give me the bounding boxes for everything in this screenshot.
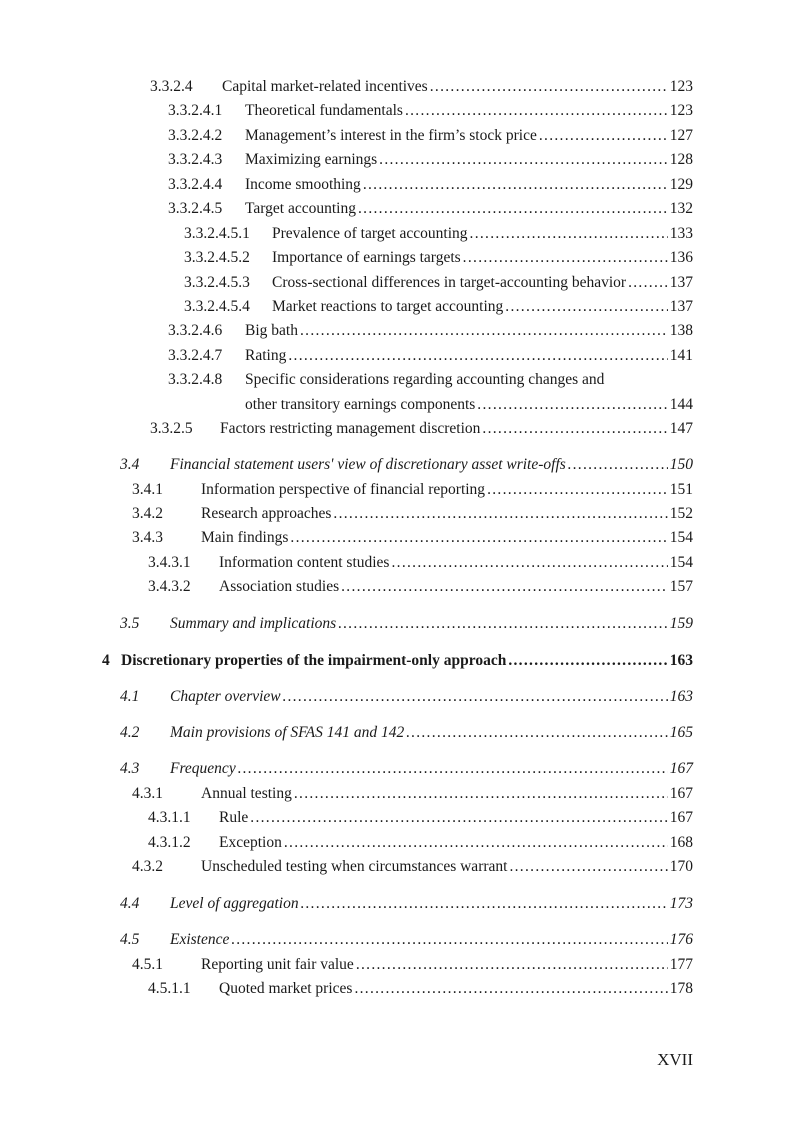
- toc-entry-page: 154: [669, 554, 693, 571]
- toc-entry-page: 133: [669, 225, 693, 242]
- toc-entry-title: Existence: [170, 931, 230, 948]
- dot-leader: [508, 652, 667, 670]
- toc-entry[interactable]: [170, 456, 693, 474]
- toc-entry-title: Reporting unit fair value: [201, 956, 354, 973]
- toc-entry-number: 4.2: [120, 724, 140, 741]
- toc-entry-number: 3.3.2.4.5.3: [184, 274, 250, 291]
- toc-entry-page: 177: [669, 956, 693, 973]
- dot-leader: [283, 688, 668, 706]
- toc-entry-title: Rating: [245, 347, 287, 364]
- toc-entry-title: Level of aggregation: [170, 895, 299, 912]
- toc-entry-title: Association studies: [219, 578, 340, 595]
- toc-entry-page: 178: [669, 980, 693, 997]
- toc-entry-page: 138: [669, 322, 693, 339]
- toc-entry-number: 3.3.2.4.5.2: [184, 249, 250, 266]
- dot-leader: [470, 225, 668, 243]
- toc-entry-number: 3.3.2.4.5.4: [184, 298, 250, 315]
- toc-entry-title: Cross-sectional differences in target-accounting behavior: [272, 274, 627, 291]
- toc-entry-number: 3.4.1: [132, 481, 163, 498]
- toc-entry-page: 165: [669, 724, 693, 741]
- dot-leader: [356, 956, 668, 974]
- toc-entry-number: 3.3.2.4.5.1: [184, 225, 250, 242]
- toc-entry-number: 4.3.1.1: [148, 809, 191, 826]
- dot-leader: [284, 834, 668, 852]
- toc-entry-page: 128: [669, 151, 693, 168]
- toc-entry-title: Big bath: [245, 322, 298, 339]
- toc-entry-page: 132: [669, 200, 693, 217]
- toc-entry-number: 4.5: [120, 931, 140, 948]
- toc-entry[interactable]: [272, 249, 693, 267]
- dot-leader: [250, 809, 667, 827]
- dot-leader: [477, 396, 667, 414]
- toc-entry-number: 4: [102, 652, 110, 669]
- toc-entry[interactable]: [245, 371, 693, 389]
- dot-leader: [405, 102, 668, 120]
- dot-leader: [430, 78, 668, 96]
- toc-entry[interactable]: [272, 225, 693, 243]
- toc-entry-title: other transitory earnings components: [245, 396, 476, 413]
- toc-entry-page: 137: [669, 274, 693, 291]
- toc-entry[interactable]: [219, 834, 693, 852]
- dot-leader: [358, 200, 668, 218]
- dot-leader: [539, 127, 668, 145]
- toc-entry[interactable]: [245, 396, 693, 414]
- toc-entry[interactable]: [201, 529, 693, 547]
- toc-entry[interactable]: [201, 956, 693, 974]
- toc-entry-page: 167: [669, 809, 693, 826]
- toc-entry-number: 3.3.2.4.5: [168, 200, 223, 217]
- toc-entry[interactable]: [219, 578, 693, 596]
- toc-entry-title: Specific considerations regarding accounting changes and: [245, 371, 605, 388]
- toc-entry-number: 4.3.1.2: [148, 834, 191, 851]
- page-number: XVII: [657, 1050, 693, 1069]
- toc-entry[interactable]: [245, 347, 693, 365]
- dot-leader: [379, 151, 668, 169]
- toc-entry[interactable]: [170, 931, 693, 949]
- toc-entry-number: 3.3.2.4.8: [168, 371, 223, 388]
- toc-entry-title: Market reactions to target accounting: [272, 298, 504, 315]
- toc-entry-number: 4.4: [120, 895, 140, 912]
- toc-entry[interactable]: [201, 481, 693, 499]
- toc-entry[interactable]: [219, 554, 693, 572]
- toc-entry-number: 3.3.2.4.2: [168, 127, 223, 144]
- toc-entry-page: 163: [669, 652, 693, 669]
- toc-entry-number: 3.3.2.4.7: [168, 347, 223, 364]
- toc-entry[interactable]: [272, 274, 693, 292]
- toc-entry-number: 4.5.1.1: [148, 980, 191, 997]
- toc-entry-page: 147: [669, 420, 693, 437]
- toc-entry-page: 127: [669, 127, 693, 144]
- toc-entry-page: 151: [669, 481, 693, 498]
- dot-leader: [568, 456, 668, 474]
- toc-entry[interactable]: [245, 102, 693, 120]
- toc-entry[interactable]: [219, 980, 693, 998]
- toc-entry-number: 3.4: [120, 456, 140, 473]
- toc-entry-title: Main provisions of SFAS 141 and 142: [170, 724, 405, 741]
- toc-entry-number: 3.3.2.4.6: [168, 322, 223, 339]
- toc-entry-title: Maximizing earnings: [245, 151, 378, 168]
- toc-entry[interactable]: [170, 724, 693, 742]
- toc-entry-page: 163: [669, 688, 693, 705]
- toc-entry-title: Summary and implications: [170, 615, 337, 632]
- toc-entry-title: Importance of earnings targets: [272, 249, 461, 266]
- toc-entry-title: Frequency: [170, 760, 236, 777]
- toc-entry-title: Factors restricting management discretion: [220, 420, 481, 437]
- toc-entry-number: 4.5.1: [132, 956, 163, 973]
- toc-entry-page: 173: [669, 895, 693, 912]
- toc-entry-title: Discretionary properties of the impairment-only approach: [121, 652, 507, 669]
- toc-entry-title: Exception: [219, 834, 282, 851]
- toc-entry-title: Target accounting: [245, 200, 356, 217]
- toc-entry[interactable]: [170, 895, 693, 913]
- toc-entry-page: 157: [669, 578, 693, 595]
- toc-entry-title: Unscheduled testing when circumstances warrant: [201, 858, 508, 875]
- toc-entry-page: 176: [669, 931, 693, 948]
- toc-entry-number: 3.3.2.4.3: [168, 151, 223, 168]
- toc-entry-page: 141: [669, 347, 693, 364]
- toc-entry-title: Quoted market prices: [219, 980, 353, 997]
- toc-entry-number: 3.4.3: [132, 529, 163, 546]
- toc-entry-title: Management’s interest in the firm’s stock price: [245, 127, 537, 144]
- toc-entry[interactable]: [272, 298, 693, 316]
- dot-leader: [391, 554, 667, 572]
- toc-entry-number: 3.4.3.2: [148, 578, 191, 595]
- dot-leader: [487, 481, 668, 499]
- dot-leader: [482, 420, 667, 438]
- toc-entry[interactable]: [222, 78, 693, 96]
- dot-leader: [363, 176, 668, 194]
- toc-entry-title: Prevalence of target accounting: [272, 225, 468, 242]
- toc-entry-page: 123: [669, 78, 693, 95]
- toc-entry-number: 4.1: [120, 688, 140, 705]
- toc-entry-number: 3.3.2.4.4: [168, 176, 223, 193]
- dot-leader: [333, 505, 667, 523]
- toc-entry-page: 129: [669, 176, 693, 193]
- dot-leader: [509, 858, 667, 876]
- toc-entry-page: 170: [669, 858, 693, 875]
- toc-entry-number: 4.3.2: [132, 858, 163, 875]
- toc-entry-number: 3.3.2.5: [150, 420, 193, 437]
- toc-entry[interactable]: [170, 760, 693, 778]
- dot-leader: [301, 895, 668, 913]
- toc-entry-title: Main findings: [201, 529, 289, 546]
- toc-entry-number: 3.3.2.4.1: [168, 102, 223, 119]
- toc-entry-title: Research approaches: [201, 505, 332, 522]
- dot-leader: [505, 298, 667, 316]
- toc-entry-title: Income smoothing: [245, 176, 361, 193]
- toc-entry[interactable]: [121, 652, 693, 670]
- toc-entry-title: Financial statement users' view of discretionary asset write-offs: [170, 456, 566, 473]
- toc-entry-page: 159: [669, 615, 693, 632]
- dot-leader: [338, 615, 668, 633]
- toc-entry[interactable]: [219, 809, 693, 827]
- toc-entry-number: 3.5: [120, 615, 140, 632]
- toc-entry[interactable]: [170, 688, 693, 706]
- toc-entry-page: 137: [669, 298, 693, 315]
- toc-entry-number: 3.3.2.4: [150, 78, 193, 95]
- dot-leader: [290, 529, 667, 547]
- toc-entry[interactable]: [201, 505, 693, 523]
- dot-leader: [406, 724, 668, 742]
- toc-entry-page: 152: [669, 505, 693, 522]
- toc-entry[interactable]: [245, 200, 693, 218]
- toc-entry-title: Theoretical fundamentals: [245, 102, 403, 119]
- toc-entry[interactable]: [245, 176, 693, 194]
- toc-entry-title: Information content studies: [219, 554, 390, 571]
- toc-entry-page: 168: [669, 834, 693, 851]
- dot-leader: [231, 931, 667, 949]
- toc-entry-page: 150: [669, 456, 693, 473]
- toc-entry[interactable]: [245, 151, 693, 169]
- dot-leader: [341, 578, 668, 596]
- toc-entry-title: Rule: [219, 809, 249, 826]
- toc-entry-title: Annual testing: [201, 785, 292, 802]
- toc-entry[interactable]: [201, 785, 693, 803]
- dot-leader: [288, 347, 667, 365]
- toc-entry-number: 3.4.2: [132, 505, 163, 522]
- toc-entry-number: 3.4.3.1: [148, 554, 191, 571]
- toc-entry[interactable]: [220, 420, 693, 438]
- dot-leader: [463, 249, 668, 267]
- dot-leader: [238, 760, 668, 778]
- toc-entry-page: 144: [669, 396, 693, 413]
- toc-entry[interactable]: [245, 322, 693, 340]
- dot-leader: [628, 274, 668, 292]
- dot-leader: [300, 322, 668, 340]
- toc-entry-title: Chapter overview: [170, 688, 281, 705]
- toc-entry-page: 154: [669, 529, 693, 546]
- dot-leader: [294, 785, 668, 803]
- toc-entry-number: 4.3.1: [132, 785, 163, 802]
- toc-entry[interactable]: [245, 127, 693, 145]
- toc-entry[interactable]: [201, 858, 693, 876]
- toc-entry-page: 167: [669, 785, 693, 802]
- toc-entry[interactable]: [170, 615, 693, 633]
- dot-leader: [354, 980, 667, 998]
- toc-entry-title: Capital market-related incentives: [222, 78, 428, 95]
- toc-entry-page: 167: [669, 760, 693, 777]
- toc-entry-number: 4.3: [120, 760, 140, 777]
- toc-entry-page: 136: [669, 249, 693, 266]
- toc-entry-title: Information perspective of financial reporting: [201, 481, 486, 498]
- toc-entry-page: 123: [669, 102, 693, 119]
